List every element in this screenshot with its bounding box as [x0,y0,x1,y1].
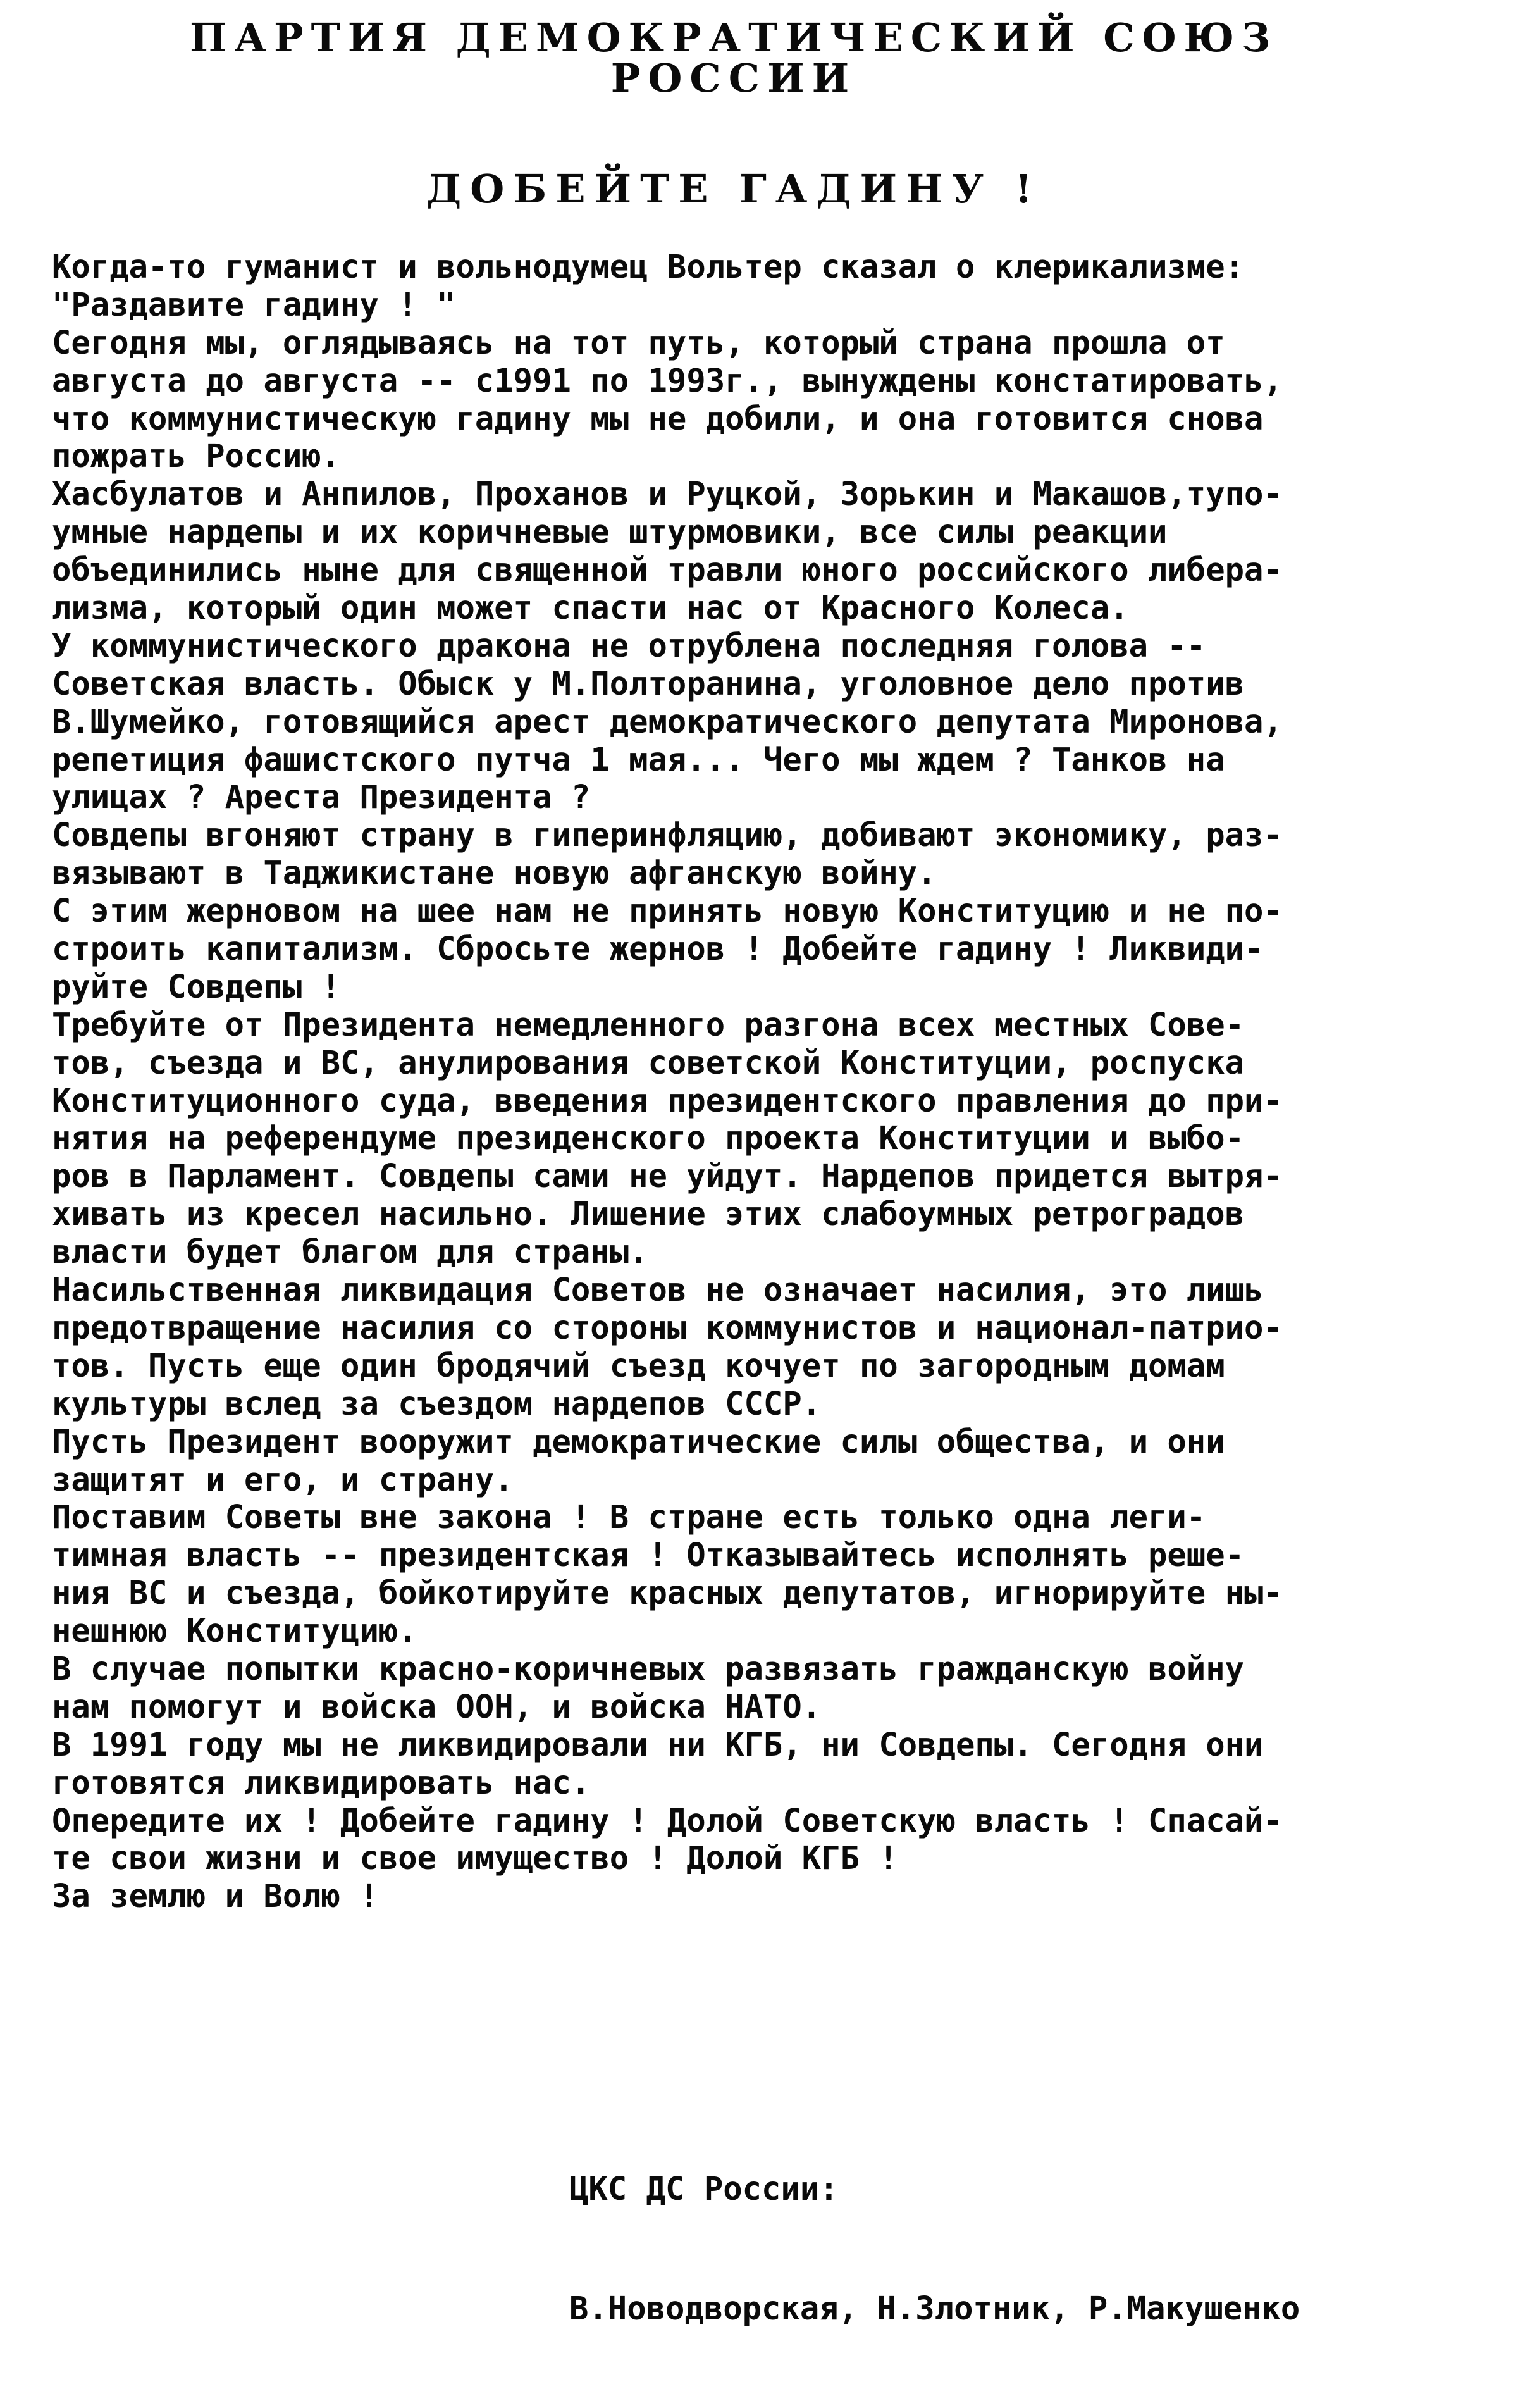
body-line: Когда-то гуманист и вольнодумец Вольтер сказал о клерикализме: [52,248,1245,285]
party-header [76,15,1392,101]
body-line: нешнюю Конституцию. [52,1612,417,1650]
body-line: нам помогут и войска ООН, и войска НАТО. [52,1687,822,1725]
body-line: что коммунистическую гадину мы не добили, и она готовится снова [52,399,1264,437]
body-line: репетиция фашистского путча 1 мая... Чего мы ждем ? Танков на [52,740,1225,778]
body-line: Опередите их ! Добейте гадину ! Долой Советскую власть ! Спасай- [52,1801,1283,1839]
body-line: ния ВС и съезда, бойкотируйте красных депутатов, игнорируйте ны- [52,1574,1283,1612]
body-line: те свои жизни и свое имущество ! Долой КГБ ! [52,1839,898,1877]
body-line: У коммунистического дракона не отрублена последняя голова -- [52,626,1206,664]
body-line: ров в Парламент. Совдепы сами не уйдут. Нардепов придется вытря- [52,1157,1283,1195]
leaflet-title: ДОБЕЙТЕ ГАДИНУ ! [426,166,1041,212]
body-line: власти будет благом для страны. [52,1233,648,1271]
body-line: Советская власть. Обыск у М.Полторанина, уголовное дело против [52,664,1245,702]
body-line: защитят и его, и страну. [52,1460,514,1498]
body-line: вязывают в Таджикистане новую афганскую войну. [52,854,937,892]
body-line: В случае попытки красно-коричневых развязать гражданскую войну [52,1649,1245,1687]
body-line: тимная власть -- президентская ! Отказывайтесь исполнять реше- [52,1536,1245,1574]
body-line: культуры вслед за съездом нардепов СССР. [52,1384,822,1422]
body-line: предотвращение насилия со стороны коммунистов и национал-патрио- [52,1308,1283,1346]
body-line: Хасбулатов и Анпилов, Проханов и Руцкой, Зорькин и Макашов,тупо- [52,475,1283,513]
body-line: умные нардепы и их коричневые штурмовики, все силы реакции [52,513,1168,551]
body-line: Конституционного суда, введения президентского правления до при- [52,1081,1283,1119]
party-header-line-1: ПАРТИЯ ДЕМОКРАТИЧЕСКИЙ СОЮЗ [189,15,1278,61]
body-line: улицах ? Ареста Президента ? [52,778,591,816]
body-line: Требуйте от Президента немедленного разгона всех местных Сове- [52,1005,1245,1043]
body-line: нятия на референдуме президенского проекта Конституции и выбо- [52,1119,1245,1157]
signature-names: В.Новодворская, Н.Злотник, Р.Макушенко [569,2290,1300,2327]
leaflet-body [52,248,1500,1915]
body-line: За землю и Волю ! [52,1877,379,1915]
body-line: С этим жерновом на шее нам не принять новую Конституцию и не по- [52,892,1283,930]
body-line: лизма, который один может спасти нас от Красного Колеса. [52,589,1129,627]
body-line: строить капитализм. Сбросьте жернов ! Добейте гадину ! Ликвиди- [52,930,1264,968]
body-line: В.Шумейко, готовящийся арест демократического депутата Миронова, [52,702,1283,740]
body-line: тов, съезда и ВС, анулирования советской Конституции, роспуска [52,1043,1245,1081]
body-line: готовятся ликвидировать нас. [52,1763,591,1801]
body-line: хивать из кресел насильно. Лишение этих слабоумных ретроградов [52,1195,1245,1233]
body-line: Сегодня мы, оглядываясь на тот путь, который страна прошла от [52,323,1225,361]
body-line: пожрать Россию. [52,437,341,475]
party-header-line-2: РОССИИ [610,55,857,101]
body-line: тов. Пусть еще один бродячий съезд кочует по загородным домам [52,1346,1225,1384]
signature-block [569,2089,1300,2408]
body-line: Насильственная ликвидация Советов не означает насилия, это лишь [52,1271,1264,1309]
body-line: В 1991 году мы не ликвидировали ни КГБ, ни Совдепы. Сегодня они [52,1725,1264,1763]
signature-organization: ЦКС ДС России: [569,2170,839,2207]
body-line: августа до августа -- с1991 по 1993г., вынуждены констатировать, [52,361,1283,399]
body-line: "Раздавите гадину ! " [52,285,456,323]
body-line: Совдепы вгоняют страну в гиперинфляцию, добивают экономику, раз- [52,816,1283,854]
body-line: Пусть Президент вооружит демократические силы общества, и они [52,1422,1225,1460]
body-line: Поставим Советы вне закона ! В стране есть только одна леги- [52,1498,1206,1536]
body-line: объединились ныне для священной травли юного российского либера- [52,551,1283,589]
body-line: руйте Совдепы ! [52,967,341,1005]
